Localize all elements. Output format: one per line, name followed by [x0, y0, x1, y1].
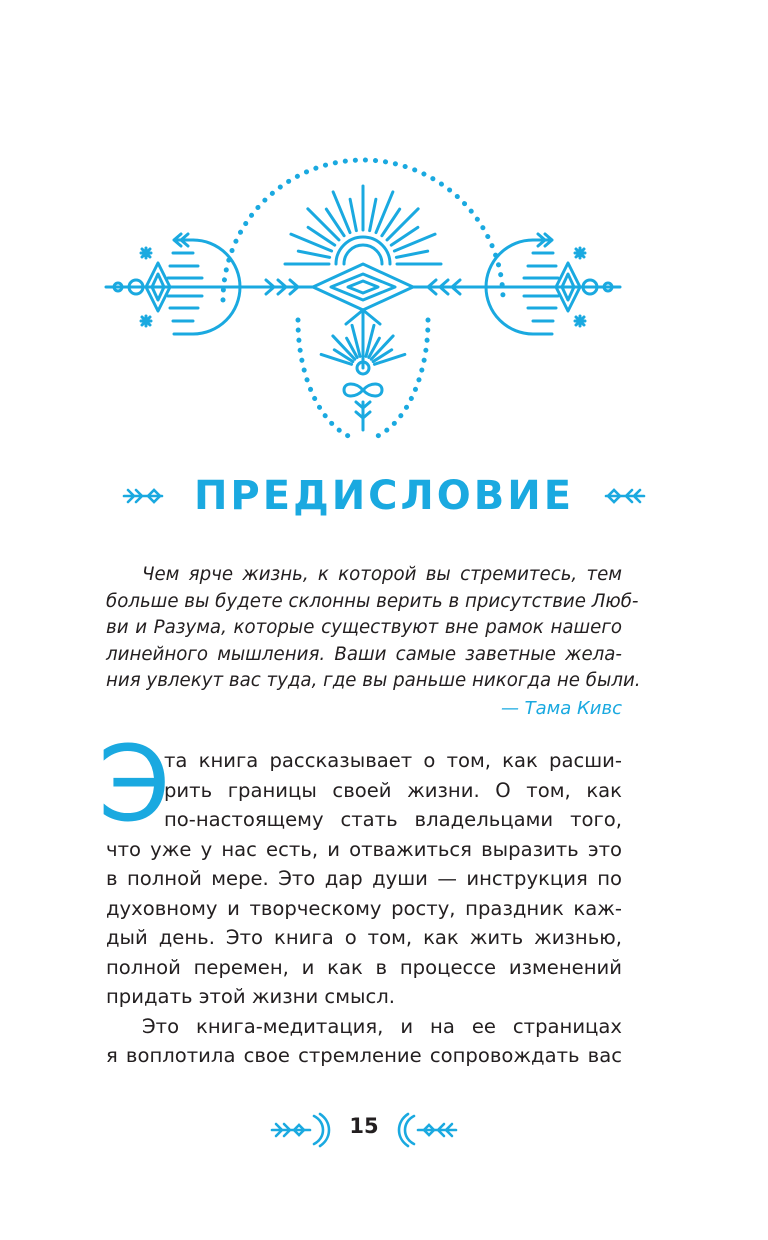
ornament-ray — [396, 251, 427, 257]
sun-eye-ornament-icon — [98, 140, 628, 450]
ornament-ray — [333, 192, 350, 233]
epigraph-line: ви и Разума, которые существуют вне рамок нашего — [106, 617, 622, 638]
ornament-ray — [394, 234, 435, 251]
epigraph-line: Чем ярче жизнь, к которой вы стремитесь, тем — [142, 564, 622, 585]
body-line: духовному и творческому росту, праздник каж- — [106, 896, 622, 920]
ornament-ray — [291, 234, 332, 251]
body-line: дый день. Это книга о том, как жить жизнью, — [106, 926, 622, 949]
body-line: рить границы своей жизни. О том, как — [164, 778, 622, 802]
body-paragraphs — [106, 746, 622, 1071]
body-line: придать этой жизни смысл. — [106, 985, 395, 1008]
body-line: я воплотила свое стремление сопровождать вас — [106, 1044, 622, 1067]
arrow-flourish-icon — [122, 484, 168, 508]
page-footer — [0, 1110, 768, 1150]
arrow-hook-icon — [396, 1110, 458, 1150]
arrow-flourish-icon — [600, 484, 646, 508]
drop-cap: Э — [98, 723, 171, 845]
body-line: та книга рассказывает о том, как расши- — [164, 749, 622, 772]
ornament-ray — [387, 209, 418, 240]
epigraph-line: больше вы будете склонны верить в присутствие Люб- — [106, 590, 639, 612]
ornament-ray — [370, 199, 376, 230]
epigraph-attribution: — Тама Кивс — [500, 698, 622, 719]
chapter-heading — [0, 468, 768, 524]
arrow-hook-icon — [270, 1110, 332, 1150]
page-number: 15 — [349, 1114, 379, 1138]
ornament-ray — [298, 251, 329, 257]
epigraph-line: ния увлекут вас туда, где вы раньше никогда не были. — [106, 670, 641, 691]
ornament-ray — [350, 199, 356, 230]
ornament-ray — [308, 209, 339, 240]
body-line: по-настоящему стать владельцами того, — [164, 808, 622, 831]
body-line: в полной мере. Это дар души — инструкция по — [106, 867, 622, 890]
page-title: ПРЕДИСЛОВИЕ — [193, 473, 575, 519]
epigraph-quote — [106, 562, 641, 695]
body-line: что уже у нас есть, и отважиться выразить это — [106, 837, 622, 861]
ornament-ray — [376, 192, 393, 233]
body-line: полной перемен, и как в процессе изменений — [106, 955, 622, 979]
epigraph-line: линейного мышления. Ваши самые заветные жела- — [106, 643, 622, 665]
body-line: Это книга-медитация, и на ее страницах — [142, 1014, 622, 1038]
